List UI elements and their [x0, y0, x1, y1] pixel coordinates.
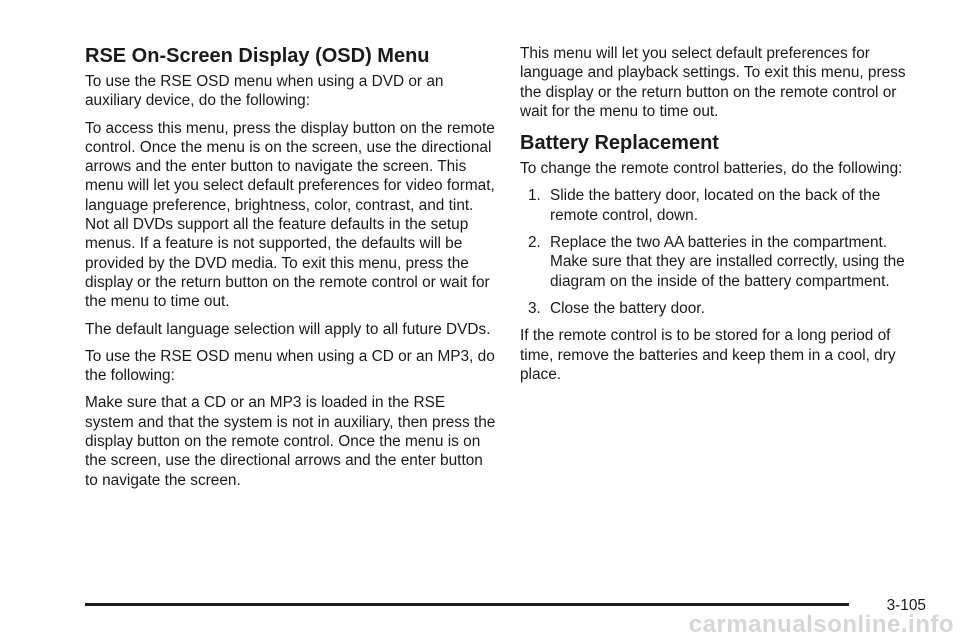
step-number: 3.: [528, 299, 541, 317]
paragraph: To use the RSE OSD menu when using a DVD or an auxiliary device, do the following:: [85, 73, 444, 110]
step-text: Close the battery door.: [550, 299, 705, 317]
left-column: [85, 44, 497, 498]
paragraph: Make sure that a CD or an MP3 is loaded in the RSE system and that the system is not in auxiliary, then press the display button on the remote control. Once the menu is on the screen, use the directional arrows and the enter button to navigate the screen.: [85, 394, 496, 489]
paragraph: To change the remote control batteries, do the following:: [520, 160, 903, 178]
watermark: carmanualsonline.info: [688, 611, 954, 638]
paragraph: This menu will let you select default preferences for language and playback settings. To exit this menu, press the display or the return button on the remote control or wait for the menu to time out.: [520, 45, 906, 120]
footer-rule: [85, 603, 849, 606]
list-item: [520, 299, 920, 318]
step-text: Slide the battery door, located on the back of the remote control, down.: [550, 187, 881, 224]
step-number: 1.: [528, 187, 541, 205]
right-column: [520, 44, 920, 392]
step-number: 2.: [528, 234, 541, 252]
paragraph: To access this menu, press the display button on the remote control. Once the menu is on the screen, use the directional arrows and the enter button to navigate the screen. This menu will let you select default preferences for video format, language preference, brightness, color, contrast, and tint. Not all DVDs support all the feature defaults in the setup menus. If a feature is not supported, the defaults will be provided by the DVD media. To exit this menu, press the display or the return button on the remote control or wait for the menu to time out.: [85, 119, 495, 311]
step-text: Replace the two AA batteries in the compartment. Make sure that they are installed correctly, using the diagram on the inside of the battery compartment.: [550, 234, 905, 290]
battery-steps-list: [520, 186, 920, 318]
list-item: [520, 186, 920, 225]
page-number: 3-105: [886, 597, 926, 614]
list-item: [520, 233, 920, 291]
paragraph: To use the RSE OSD menu when using a CD or an MP3, do the following:: [85, 347, 495, 385]
paragraph: The default language selection will apply to all future DVDs.: [85, 320, 491, 338]
section-heading-battery-replacement: Battery Replacement: [520, 132, 719, 155]
paragraph: If the remote control is to be stored for a long period of time, remove the batteries and keep them in a cool, dry place.: [520, 327, 896, 383]
section-heading-rse-osd-menu: RSE On-Screen Display (OSD) Menu: [85, 45, 430, 67]
